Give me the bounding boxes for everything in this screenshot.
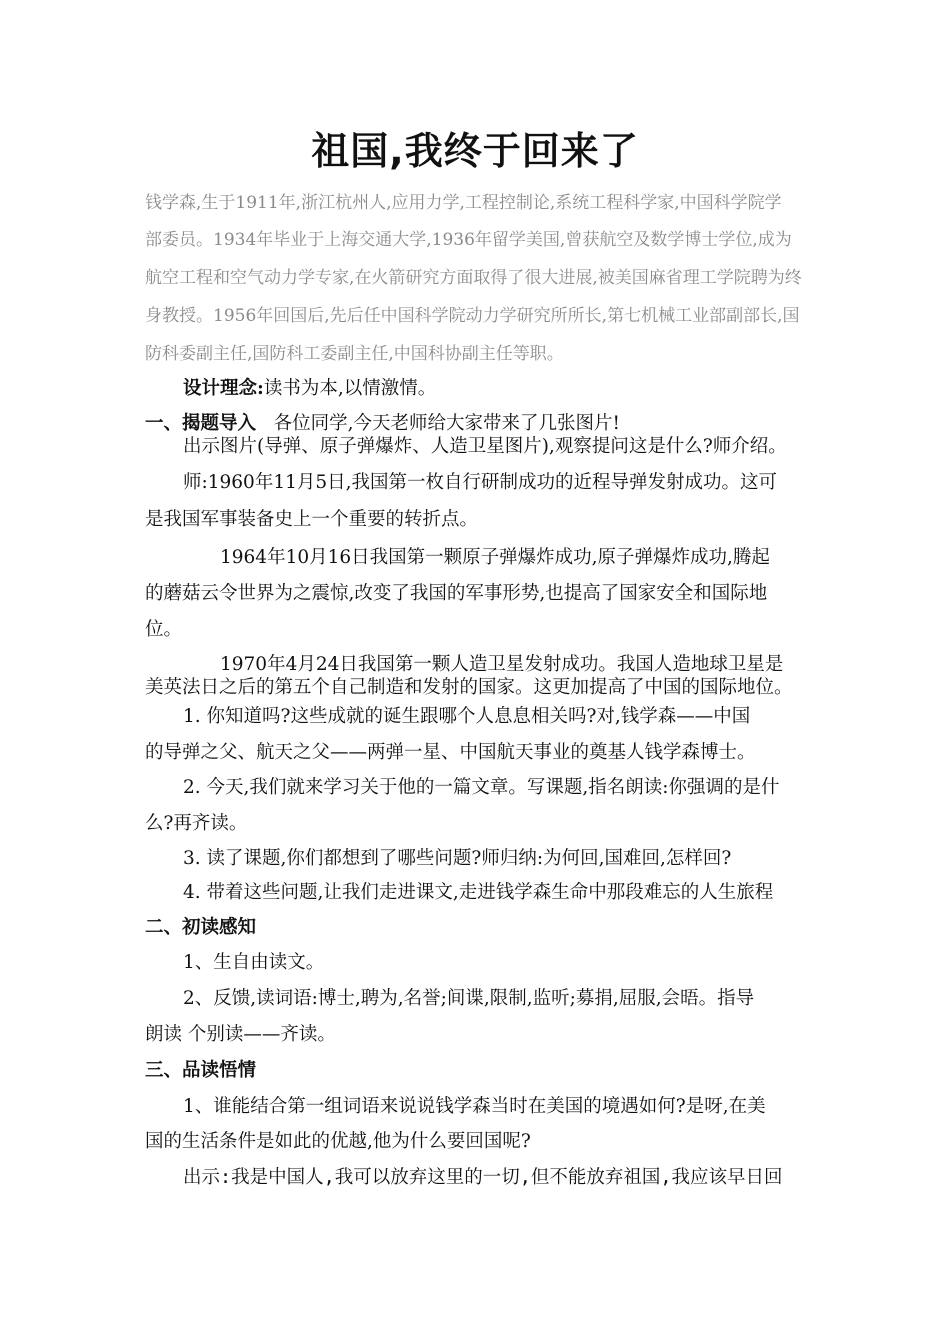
intro-line: 航空工程和空气动力学专家,在火箭研究方面取得了很大进展,被美国麻省理工学院聘为终 xyxy=(145,268,802,288)
section-1-text: 各位同学,今天老师给大家带来了几张图片! xyxy=(273,413,620,434)
page-title: 祖国,我终于回来了 xyxy=(311,129,639,173)
paragraph-line: 的导弹之父、航天之父——两弹一星、中国航天事业的奠基人钱学森博士。 xyxy=(145,742,756,763)
intro-line: 部委员。1934年毕业于上海交通大学,1936年留学美国,曾获航空及数学博士学位,成为 xyxy=(145,230,792,250)
paragraph-line: 师:1960年11月5日,我国第一枚自行研制成功的近程导弹发射成功。这可 xyxy=(183,472,778,493)
paragraph-line: 么?再齐读。 xyxy=(145,813,248,834)
paragraph-line: 2. 今天,我们就来学习关于他的一篇文章。写课题,指名朗读:你强调的是什 xyxy=(183,777,780,798)
intro-line: 钱学森,生于1911年,浙江杭州人,应用力学,工程控制论,系统工程科学家,中国科学院学 xyxy=(145,193,782,213)
paragraph-line: 1970年4月24日我国第一颗人造卫星发射成功。我国人造地球卫星是 xyxy=(220,654,784,675)
paragraph-line: 出示图片(导弹、原子弹爆炸、人造卫星图片),观察提问这是什么?师介绍。 xyxy=(183,436,787,457)
design-concept-label: 设计理念: xyxy=(183,378,264,399)
section-heading: 二、初读感知 xyxy=(145,917,257,938)
paragraph-line: 的蘑菇云令世界为之震惊,改变了我国的军事形势,也提高了国家安全和国际地 xyxy=(145,583,768,604)
paragraph-line: 是我国军事装备史上一个重要的转折点。 xyxy=(145,509,479,530)
paragraph-line: 1、生自由读文。 xyxy=(183,952,325,973)
paragraph-line: 出示:我是中国人,我可以放弃这里的一切,但不能放弃祖国,我应该早日回 xyxy=(183,1167,783,1188)
paragraph-line: 2、反馈,读词语:博士,聘为,名誉;间谍,限制,监听;募捐,屈服,会晤。指导 xyxy=(183,988,755,1009)
paragraph-line: 1、谁能结合第一组词语来说说钱学森当时在美国的境遇如何?是呀,在美 xyxy=(183,1096,766,1117)
paragraph-line: 3. 读了课题,你们都想到了哪些问题?师归纳:为何回,国难回,怎样回? xyxy=(183,848,732,869)
section-heading: 三、品读悟情 xyxy=(145,1060,257,1081)
design-concept xyxy=(183,374,815,404)
paragraph-line: 国的生活条件是如此的优越,他为什么要回国呢? xyxy=(145,1131,531,1152)
paragraph-line: 1964年10月16日我国第一颗原子弹爆炸成功,原子弹爆炸成功,腾起 xyxy=(220,547,770,568)
section-heading: 一、揭题导入 xyxy=(145,413,257,434)
design-concept-text: 读书为本,以情激情。 xyxy=(263,378,437,399)
paragraph-line: 美英法日之后的第五个自己制造和发射的国家。这更加提高了中国的国际地位。 xyxy=(145,677,793,698)
paragraph-line: 1. 你知道吗?这些成就的诞生跟哪个人息息相关吗?对,钱学森——中国 xyxy=(183,706,751,727)
intro-line: 身教授。1956年回国后,先后任中国科学院动力学研究所所长,第七机械工业部副部长,国 xyxy=(145,306,800,326)
paragraph-line: 朗读 个别读——齐读。 xyxy=(145,1024,336,1045)
paragraph-line: 4. 带着这些问题,让我们走进课文,走进钱学森生命中那段难忘的人生旅程 xyxy=(183,882,774,903)
intro-line: 防科委副主任,国防科工委副主任,中国科协副主任等职。 xyxy=(145,344,564,364)
paragraph-line: 位。 xyxy=(145,619,183,640)
